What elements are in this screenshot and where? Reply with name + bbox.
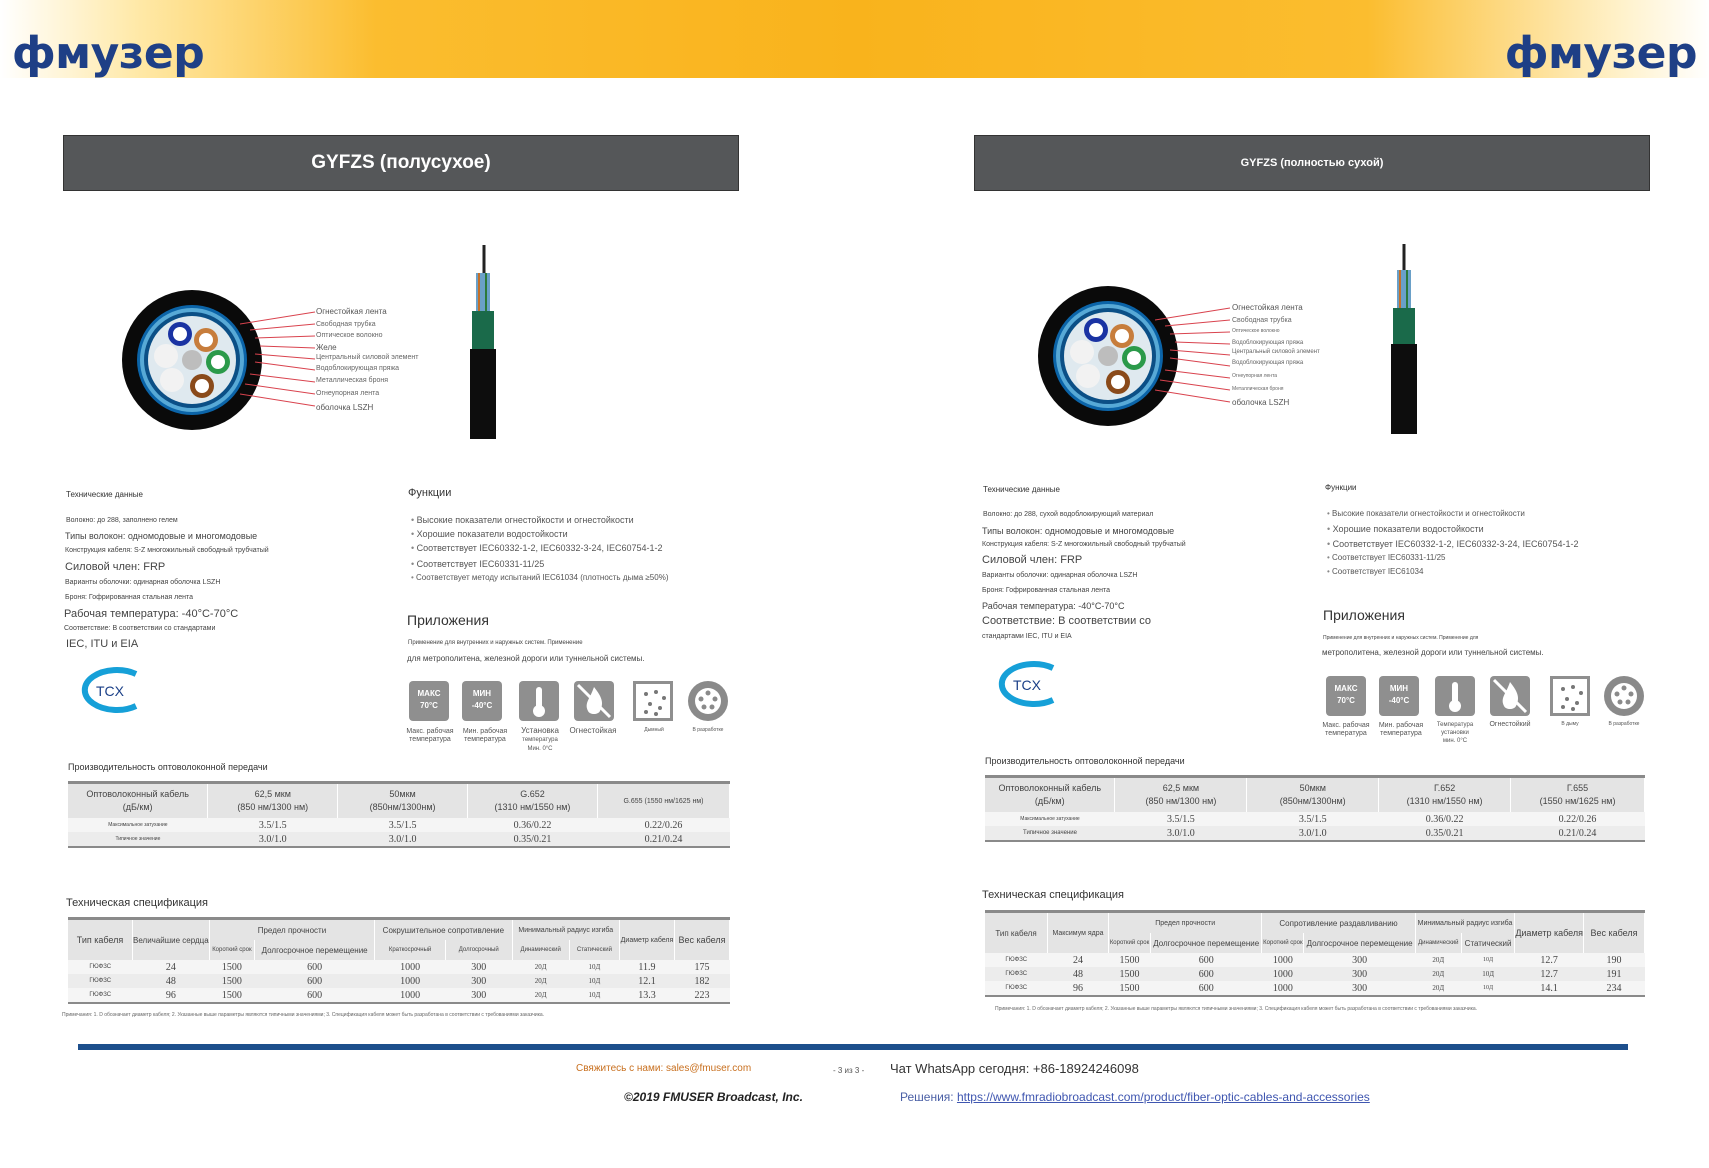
- icon-label: В разработке: [1608, 721, 1640, 727]
- feature-item: • Соответствует IEC60332-1-2, IEC60332-3-24, IEC60754-1-2: [411, 543, 663, 553]
- table-header: G.655 (1550 нм/1625 нм): [597, 783, 729, 819]
- table-header: Минимальный радиус изгиба: [512, 919, 619, 941]
- feature-item: • Хорошие показатели водостойкости: [411, 529, 568, 539]
- feature-item: • Соответствует IEC60331-11/25: [411, 559, 544, 569]
- callout-label: Свободная трубка: [316, 321, 376, 328]
- table-header: Предел прочности: [209, 919, 374, 941]
- tech-data-title: Технические данные: [66, 490, 144, 499]
- icon-label: Макс. рабочая температура: [1322, 722, 1370, 737]
- tech-line: Варианты оболочки: одинарная оболочка LSZH: [65, 579, 221, 586]
- table-header: Максимум ядра: [1048, 912, 1109, 954]
- thermometer-icon: [519, 681, 559, 721]
- table-header: Диаметр кабеля: [1515, 912, 1584, 954]
- table-header: Г.655 (1550 нм/1625 нм): [1511, 777, 1645, 813]
- copyright-text: ©2019 FMUSER Broadcast, Inc.: [624, 1090, 803, 1104]
- tech-line: Конструкция кабеля: S-Z многожильный свободный трубчатый: [982, 541, 1186, 548]
- tech-line: Конструкция кабеля: S-Z многожильный свободный трубчатый: [65, 547, 269, 554]
- table-row: ГЮФЗС 48 1500 600 1000 300 20Д 10Д 12.7 191: [985, 967, 1645, 981]
- in-development-icon: [1604, 676, 1644, 716]
- callout-label: Центральный силовой элемент: [316, 354, 419, 361]
- tech-line: Броня: Гофрированная стальная лента: [982, 587, 1110, 594]
- callout-label: Металлическая броня: [316, 377, 389, 384]
- callout-label: Водоблокирующая пряжа: [1232, 360, 1304, 366]
- table-header: Тип кабеля: [985, 912, 1048, 954]
- feature-item: • Соответствует IEC61034: [1327, 567, 1423, 576]
- tech-data-title: Технические данные: [983, 485, 1061, 494]
- table-header: 62,5 мкм (850 нм/1300 нм): [1115, 777, 1247, 813]
- min-temp-icon: МИН -40°C: [1379, 676, 1419, 716]
- technical-spec-table: Тип кабеля Максимум ядра Предел прочности Сопротивление раздавливанию Минимальный радиус изгиба Диаметр кабеля Вес кабеля Короткий срок Долгосрочное перемещение Короткий срок Долгосрочное перемещение Динамический Статический ГЮФЗС 24 1500 600 1000 300 20Д 10Д 12.7 190 ГЮФЗС 48 1500 600 1000 300 20Д 10Д 12.7 191 ГЮФЗС 96 1500 600 1000 300 20Д 10Д 14.1 234: [985, 910, 1645, 997]
- tech-line: Соответствие: В соответствии со: [982, 615, 1152, 627]
- table-header: Тип кабеля: [68, 919, 133, 961]
- tech-line: Типы волокон: одномодовые и многомодовые: [65, 531, 258, 541]
- table-row: ГЮФЗС 96 1500 600 1000 300 20Д 10Д 14.1 234: [985, 981, 1645, 996]
- table-header: Вес кабеля: [1584, 912, 1645, 954]
- table-header: 50мкм (850нм/1300нм): [338, 783, 468, 819]
- table-row: ГЮФЗС 24 1500 600 1000 300 20Д 10Д 11.9 175: [68, 960, 730, 974]
- tech-line: Броня: Гофрированная стальная лента: [65, 594, 193, 601]
- footer-divider: [78, 1044, 1628, 1050]
- tcx-logo: [66, 666, 146, 714]
- applications-title: Приложения: [407, 612, 489, 628]
- callout-lines: [1155, 296, 1235, 416]
- min-temp-icon: МИН -40°C: [462, 681, 502, 721]
- table-row: ГЮФЗС 24 1500 600 1000 300 20Д 10Д 12.7 190: [985, 953, 1645, 967]
- icon-label: Мин. рабочая температура: [462, 728, 508, 743]
- brand-logo-left: фмузер: [12, 28, 205, 79]
- callout-label: Свободная трубка: [1232, 317, 1292, 324]
- table-header: Сокрушительное сопротивление: [375, 919, 512, 941]
- max-temp-icon: МАКС 70°C: [1326, 676, 1366, 716]
- callout-label: Огнестойкая лента: [316, 307, 387, 316]
- callout-label: Водоблокирующая пряжа: [316, 365, 400, 372]
- transmission-performance-table: [68, 781, 730, 848]
- features-title: Функции: [1325, 483, 1357, 492]
- icon-label: Температура установки мин. 0°C: [1436, 722, 1474, 744]
- callout-label: Огнеупорная лента: [1232, 373, 1278, 379]
- callout-label: Желе: [316, 343, 337, 352]
- table-header: 50мкм (850нм/1300нм): [1247, 777, 1379, 813]
- icon-label: В разработке: [692, 727, 724, 733]
- tech-line: Силовой член: FRP: [982, 554, 1083, 566]
- tech-line: Силовой член: FRP: [65, 561, 166, 573]
- callout-label: Оптическое волокно: [316, 332, 383, 339]
- header-banner: [0, 0, 1709, 78]
- applications-text: Применение для внутренних и наружных систем. Применение: [408, 640, 583, 646]
- callout-label: Водоблокирующая пряжа: [1232, 340, 1304, 346]
- callout-lines: [240, 300, 320, 420]
- smoke-icon: [1550, 676, 1590, 716]
- smoke-icon: [633, 681, 673, 721]
- cable-side-image: [462, 245, 502, 440]
- table-header: Диаметр кабеля: [620, 919, 675, 961]
- product-title: GYFZS (полностью сухой): [974, 135, 1650, 191]
- tech-line: Волокно: до 288, заполнено гелем: [66, 517, 178, 524]
- applications-text: метрополитена, железной дороги или туннельной системы.: [1322, 648, 1544, 657]
- table-header: 62,5 мкм (850 нм/1300 нм): [208, 783, 338, 819]
- tech-line: Соответствие: В соответствии со стандартами: [64, 625, 216, 632]
- callout-label: Огнеупорная лента: [316, 390, 380, 397]
- feature-item: • Хорошие показатели водостойкости: [1327, 524, 1484, 534]
- callout-label: Центральный силовой элемент: [1232, 349, 1320, 355]
- tech-line: IEC, ITU и EIA: [66, 638, 139, 650]
- tcx-text: TCX: [1013, 677, 1041, 693]
- feature-item: • Соответствует методу испытаний IEC61034 (плотность дыма ≥50%): [411, 573, 668, 582]
- feature-item: • Высокие показатели огнестойкости и огнестойкости: [411, 515, 634, 525]
- icon-label: Макс. рабочая температура: [406, 728, 454, 743]
- tech-line: стандартами IEC, ITU и EIA: [982, 633, 1072, 640]
- applications-title: Приложения: [1323, 607, 1405, 623]
- whatsapp-contact[interactable]: Чат WhatsApp сегодня: +86-18924246098: [890, 1061, 1139, 1076]
- icon-label: Огнестойкий: [1489, 721, 1531, 728]
- perf-table-title: Производительность оптоволоконной передачи: [68, 762, 268, 772]
- table-row: Максимальное затухание 3.5/1.5 3.5/1.5 0.36/0.22 0.22/0.26: [985, 812, 1645, 826]
- table-header: Оптоволоконный кабель (дБ/км): [68, 783, 208, 819]
- solutions-line: [900, 1090, 1370, 1104]
- table-row: ГЮФЗС 48 1500 600 1000 300 20Д 10Д 12.1 182: [68, 974, 730, 988]
- tech-line: Волокно: до 288, сухой водоблокирующий материал: [983, 511, 1154, 518]
- table-note: Примечания: 1. D обозначает диаметр кабеля; 2. Указанные выше параметры являются типичными значениями; 3. Спецификация кабеля может быть разработана в соответствии с требованиями заказчика.: [62, 1012, 545, 1018]
- applications-text: Применение для внутренних и наружных систем. Применение для: [1323, 635, 1479, 641]
- callout-label: оболочка LSZH: [1232, 398, 1290, 407]
- tcx-logo: [983, 660, 1063, 708]
- callout-label: Огнестойкая лента: [1232, 303, 1303, 312]
- technical-spec-table: Тип кабеля Величайшие сердца Предел прочности Сокрушительное сопротивление Минимальный радиус изгиба Диаметр кабеля Вес кабеля Короткий срок Долгосрочное перемещение Краткосрочный Долгосрочный Динамический Статический ГЮФЗС 24 1500 600 1000 300 20Д 10Д 11.9 175 ГЮФЗС 48 1500 600 1000 300 20Д 10Д 12.1 182 ГЮФЗС 96 1500 600 1000 300 20Д 10Д 13.3 223: [68, 917, 730, 1004]
- icon-label: Огнестойкая: [569, 726, 617, 735]
- feature-item: • Высокие показатели огнестойкости и огнестойкости: [1327, 509, 1525, 518]
- table-header: Сопротивление раздавливанию: [1262, 912, 1415, 934]
- thermometer-icon: [1435, 676, 1475, 716]
- table-header: Оптоволоконный кабель (дБ/км): [985, 777, 1115, 813]
- table-header: Минимальный радиус изгиба: [1415, 912, 1515, 934]
- table-row: Типичное значение 3.0/1.0 3.0/1.0 0.35/0.21 0.21/0.24: [68, 832, 730, 847]
- product-title: GYFZS (полусухое): [63, 135, 739, 191]
- icon-label: Установка температура Мин. 0°C: [521, 726, 559, 752]
- solutions-link[interactable]: https://www.fmradiobroadcast.com/product/fiber-optic-cables-and-accessories: [956, 1090, 1370, 1104]
- fire-resistant-icon: [1490, 676, 1530, 716]
- fire-resistant-icon: [574, 681, 614, 721]
- table-row: Типичное значение 3.0/1.0 3.0/1.0 0.35/0.21 0.21/0.24: [985, 826, 1645, 841]
- tech-line: Типы волокон: одномодовые и многомодовые: [982, 526, 1175, 536]
- feature-item: • Соответствует IEC60331-11/25: [1327, 553, 1446, 562]
- cable-side-image: [1384, 244, 1424, 436]
- brand-logo-right: фмузер: [1504, 28, 1697, 79]
- spec-table-title: Техническая спецификация: [66, 897, 209, 909]
- features-title: Функции: [408, 487, 452, 499]
- table-header: G.652 (1310 нм/1550 нм): [467, 783, 597, 819]
- table-note: Примечания: 1. D обозначает диаметр кабеля; 2. Указанные выше параметры являются типичными значениями; 3. Спецификация кабеля может быть разработана в соответствии с требованиями заказчика.: [995, 1006, 1478, 1012]
- applications-text: для метрополитена, железной дороги или туннельной системы.: [407, 654, 645, 663]
- icon-label: Дымный: [644, 727, 664, 733]
- table-header: Г.652 (1310 нм/1550 нм): [1379, 777, 1511, 813]
- icon-label: В дыму: [1561, 721, 1579, 727]
- table-row: ГЮФЗС 96 1500 600 1000 300 20Д 10Д 13.3 223: [68, 988, 730, 1003]
- callout-label: Металлическая броня: [1232, 386, 1284, 392]
- table-header: Предел прочности: [1109, 912, 1262, 934]
- page-number: - 3 из 3 -: [833, 1066, 865, 1075]
- in-development-icon: [688, 681, 728, 721]
- icon-label: Мин. рабочая температура: [1378, 722, 1424, 737]
- tech-line: Рабочая температура: -40°C-70°C: [64, 608, 239, 620]
- table-header: Вес кабеля: [675, 919, 730, 961]
- tech-line: Варианты оболочки: одинарная оболочка LSZH: [982, 572, 1138, 579]
- transmission-performance-table: [985, 775, 1645, 842]
- max-temp-icon: МАКС 70°C: [409, 681, 449, 721]
- callout-label: Оптическое волокно: [1232, 328, 1280, 334]
- table-row: Максимальное затухание 3.5/1.5 3.5/1.5 0.36/0.22 0.22/0.26: [68, 818, 730, 832]
- tech-line: Рабочая температура: -40°C-70°C: [982, 601, 1125, 611]
- perf-table-title: Производительность оптоволоконной передачи: [985, 756, 1185, 766]
- table-header: Величайшие сердца: [133, 919, 210, 961]
- feature-item: • Соответствует IEC60332-1-2, IEC60332-3-24, IEC60754-1-2: [1327, 539, 1579, 549]
- spec-table-title: Техническая спецификация: [982, 889, 1125, 901]
- contact-email-link[interactable]: Свяжитесь с нами: sales@fmuser.com: [576, 1063, 752, 1074]
- tcx-text: TCX: [96, 683, 124, 699]
- callout-label: оболочка LSZH: [316, 403, 374, 412]
- solutions-label: Решения:: [900, 1090, 954, 1104]
